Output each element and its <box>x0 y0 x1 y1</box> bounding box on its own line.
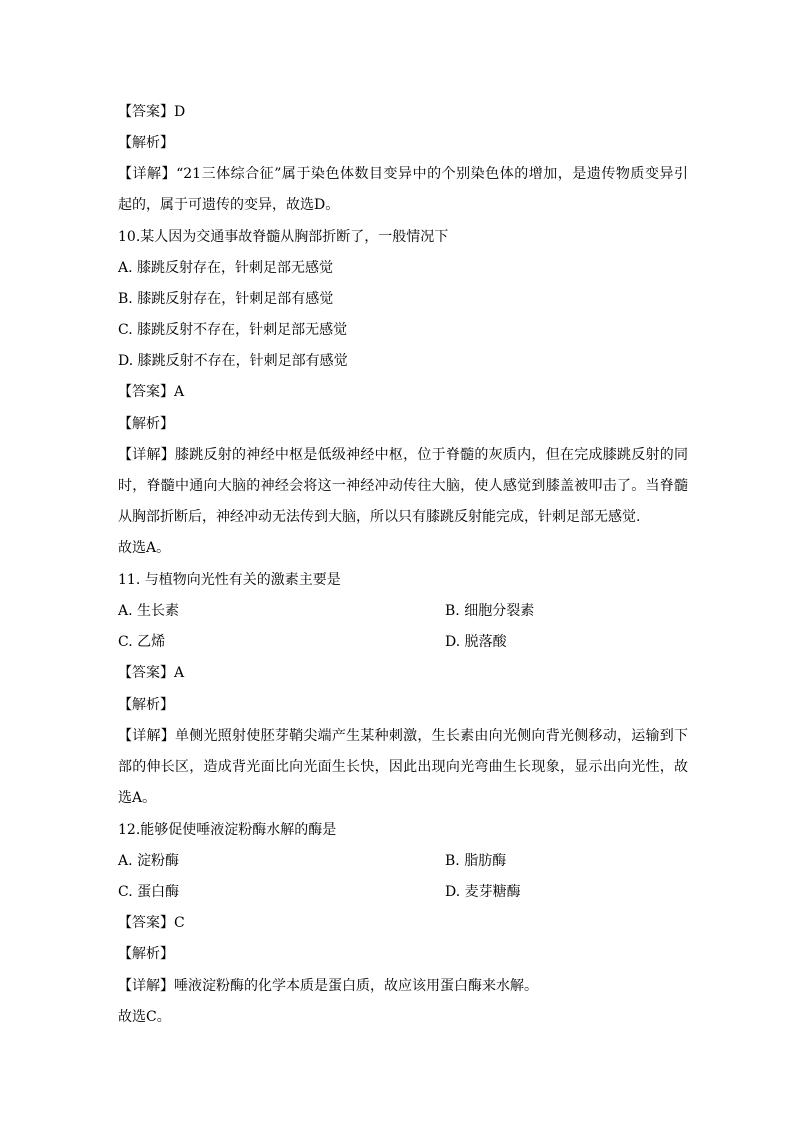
q11-option-a: A. 生长素 <box>118 603 180 619</box>
q11-detail-line-2: 部的伸长区，造成背光面比向光面生长快，因此出现向光弯曲生长现象，显示出向光性，故 <box>118 759 688 775</box>
q11-option-b: B. 细胞分裂素 <box>445 603 535 619</box>
q11-stem: 11. 与植物向光性有关的激素主要是 <box>118 572 341 588</box>
q10-detail-line-4: 故选A。 <box>118 540 171 556</box>
q12-option-c: C. 蛋白酶 <box>118 884 180 900</box>
q10-answer: 【答案】A <box>118 384 185 400</box>
q10-detail-line-1: 【详解】膝跳反射的神经中枢是低级神经中枢，位于脊髓的灰质内，但在完成膝跳反射的同 <box>118 447 688 463</box>
q11-analysis-heading: 【解析】 <box>118 697 174 713</box>
q10-option-c: C. 膝跳反射不存在，针刺足部无感觉 <box>118 322 348 338</box>
q12-option-a: A. 淀粉酶 <box>118 853 180 869</box>
q10-detail-line-3: 从胸部折断后，神经冲动无法传到大脑，所以只有膝跳反射能完成，针刺足部无感觉. <box>118 509 641 525</box>
q10-detail-line-2: 时，脊髓中通向大脑的神经会将这一神经冲动传往大脑，使人感觉到膝盖被叩击了。当脊髓 <box>118 478 688 494</box>
q9-analysis-heading: 【解析】 <box>118 135 174 151</box>
q9-detail-line-1: 【详解】“21三体综合征”属于染色体数目变异中的个别染色体的增加，是遗传物质变异引 <box>118 166 688 182</box>
q12-analysis-heading: 【解析】 <box>118 946 174 962</box>
q12-option-d: D. 麦芽糖酶 <box>445 884 521 900</box>
q12-option-b: B. 脂肪酶 <box>445 853 507 869</box>
q12-detail-line-2: 故选C。 <box>118 1009 171 1025</box>
q12-answer: 【答案】C <box>118 915 185 931</box>
q10-option-a: A. 膝跳反射存在，针刺足部无感觉 <box>118 260 334 276</box>
q12-stem: 12.能够促使唾液淀粉酶水解的酶是 <box>118 822 337 838</box>
q10-stem: 10.某人因为交通事故脊髓从胸部折断了，一般情况下 <box>118 229 449 245</box>
q10-analysis-heading: 【解析】 <box>118 416 174 432</box>
q11-detail-line-1: 【详解】单侧光照射使胚芽鞘尖端产生某种刺激，生长素由向光侧向背光侧移动，运输到下 <box>118 728 688 744</box>
q10-option-b: B. 膝跳反射存在，针刺足部有感觉 <box>118 291 334 307</box>
q12-detail-line-1: 【详解】唾液淀粉酶的化学本质是蛋白质，故应该用蛋白酶来水解。 <box>118 978 538 994</box>
q9-answer: 【答案】D <box>118 104 186 120</box>
q9-detail-line-2: 起的，属于可遗传的变异，故选D。 <box>118 197 340 213</box>
q11-option-d: D. 脱落酸 <box>445 634 507 650</box>
q11-option-c: C. 乙烯 <box>118 634 166 650</box>
q11-detail-line-3: 选A。 <box>118 790 157 806</box>
q11-answer: 【答案】A <box>118 665 185 681</box>
q10-option-d: D. 膝跳反射不存在，针刺足部有感觉 <box>118 353 348 369</box>
